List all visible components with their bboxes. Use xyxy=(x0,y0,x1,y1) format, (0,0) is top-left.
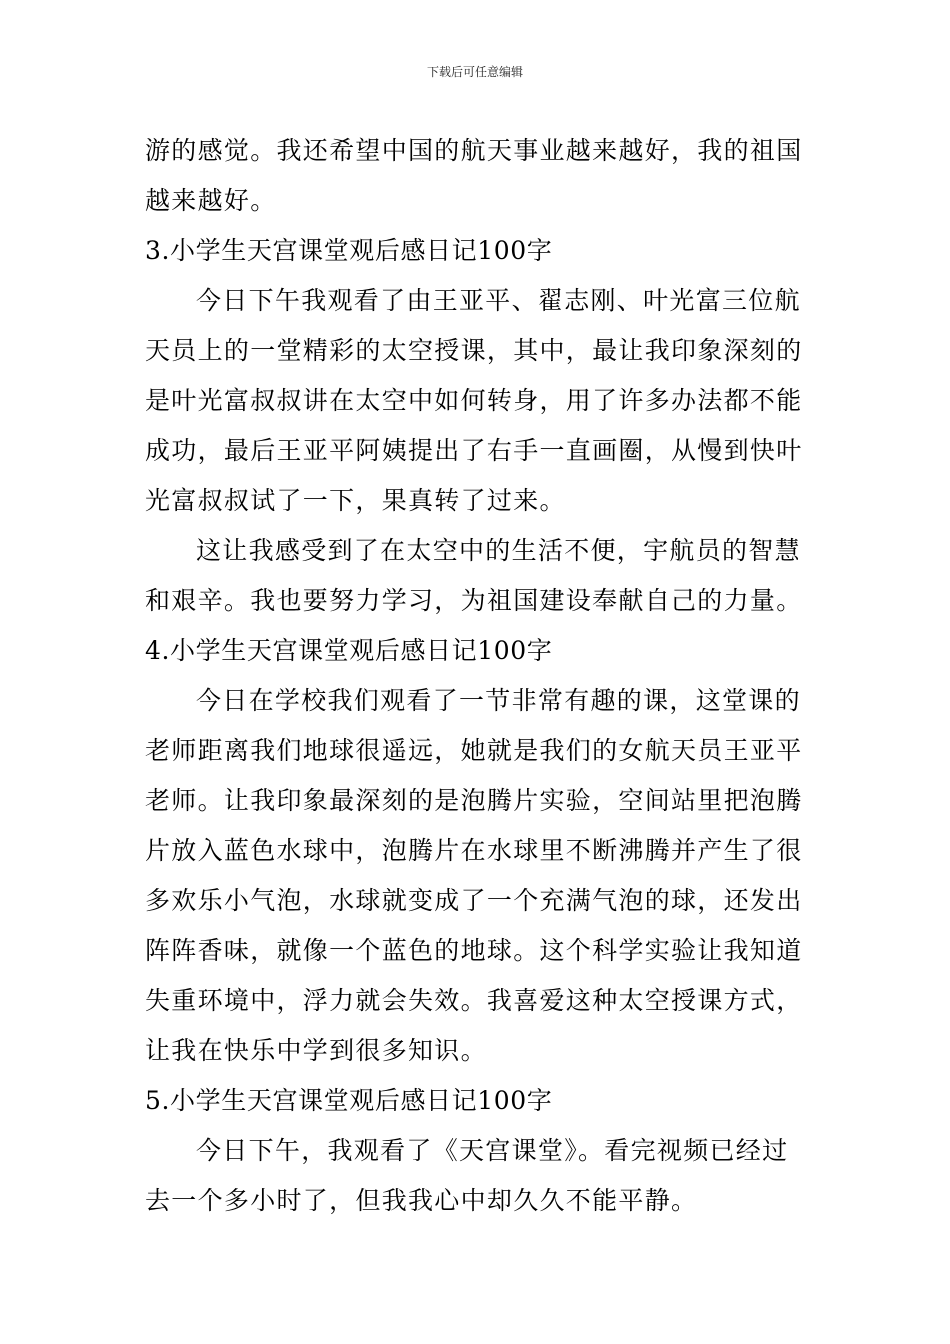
text-line: 多欢乐小气泡，水球就变成了一个充满气泡的球，还发出 xyxy=(145,886,803,915)
text-line: 是叶光富叔叔讲在太空中如何转身，用了许多办法都不能 xyxy=(145,386,803,415)
text-line: 越来越好。 xyxy=(145,186,277,215)
text-line: 今日下午，我观看了《天宫课堂》。看完视频已经过 xyxy=(196,1136,789,1165)
text-line: 成功，最后王亚平阿姨提出了右手一直画圈，从慢到快叶 xyxy=(145,436,803,465)
text-line: 和艰辛。我也要努力学习，为祖国建设奉献自己的力量。 xyxy=(145,586,803,615)
text-line: 这让我感受到了在太空中的生活不便，宇航员的智慧 xyxy=(196,536,801,565)
text-line: 去一个多小时了，但我我心中却久久不能平静。 xyxy=(145,1186,698,1215)
section-heading: 3.小学生天宫课堂观后感日记100字 xyxy=(145,236,553,265)
section-heading: 4.小学生天宫课堂观后感日记100字 xyxy=(145,636,553,665)
text-line: 天员上的一堂精彩的太空授课，其中，最让我印象深刻的 xyxy=(145,336,803,365)
text-line: 今日下午我观看了由王亚平、翟志刚、叶光富三位航 xyxy=(196,286,801,315)
text-line: 让我在快乐中学到很多知识。 xyxy=(145,1036,487,1065)
text-line: 光富叔叔试了一下，果真转了过来。 xyxy=(145,486,566,515)
text-line: 失重环境中，浮力就会失效。我喜爱这种太空授课方式， xyxy=(145,986,803,1015)
section-heading: 5.小学生天宫课堂观后感日记100字 xyxy=(145,1086,553,1115)
text-line: 片放入蓝色水球中，泡腾片在水球里不断沸腾并产生了很 xyxy=(145,836,803,865)
text-line: 阵阵香味，就像一个蓝色的地球。这个科学实验让我知道 xyxy=(145,936,803,965)
text-line: 老师。让我印象最深刻的是泡腾片实验，空间站里把泡腾 xyxy=(145,786,803,815)
text-line: 老师距离我们地球很遥远，她就是我们的女航天员王亚平 xyxy=(145,736,803,765)
text-line: 今日在学校我们观看了一节非常有趣的课，这堂课的 xyxy=(196,686,801,715)
page-header: 下载后可任意编辑 xyxy=(426,65,523,79)
document-body xyxy=(145,126,805,1226)
text-line: 游的感觉。我还希望中国的航天事业越来越好，我的祖国 xyxy=(145,136,803,165)
